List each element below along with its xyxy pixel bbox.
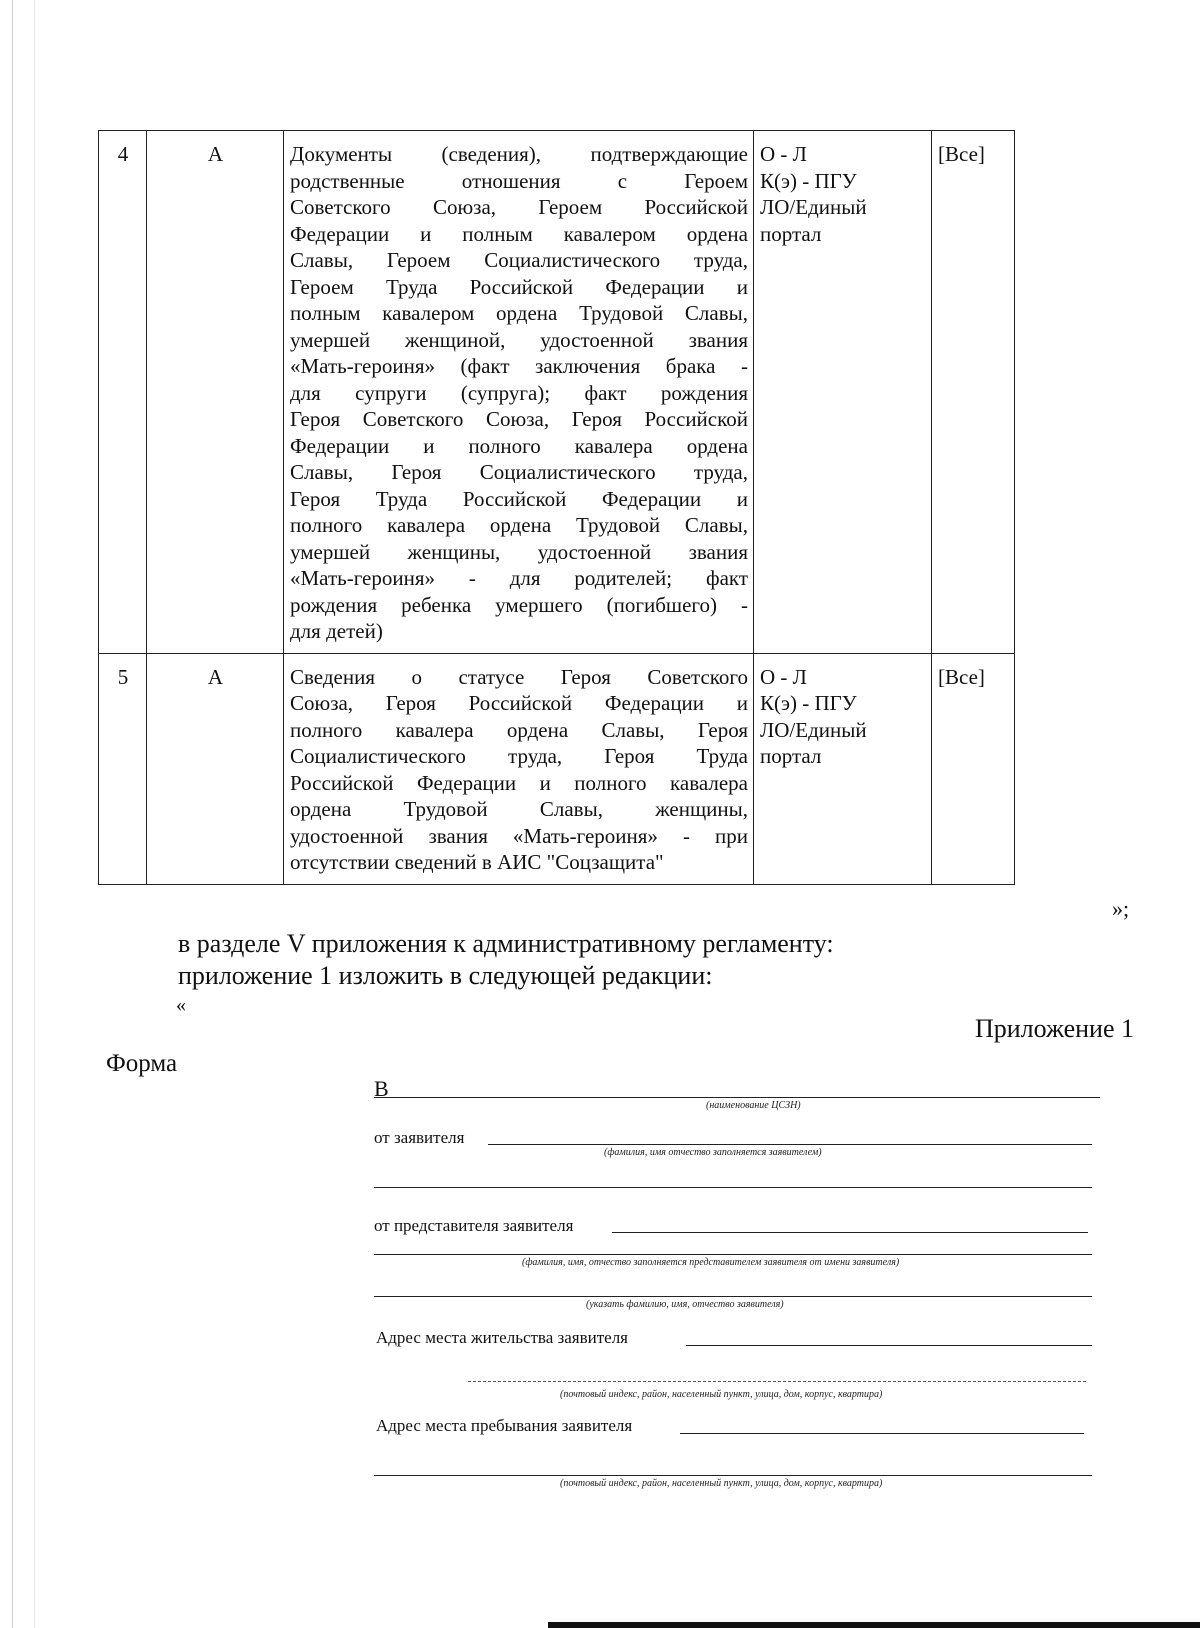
description-line: умершей женщины, удостоенной звания xyxy=(290,539,748,564)
description-line: Союза, Героя Российской Федерации и xyxy=(290,691,748,715)
row-category: А xyxy=(147,131,284,654)
description-line: «Мать-героиня» - для родителей; факт xyxy=(290,566,748,590)
row-description xyxy=(284,131,754,654)
applicant-label: от заявителя xyxy=(374,1128,465,1147)
applicant-name-field-2[interactable] xyxy=(374,1187,1092,1188)
row-applicants: [Все] xyxy=(932,131,1015,654)
representative-hint: (фамилия, имя, отчество заполняется представителем заявителя от имени заявителя) xyxy=(522,1257,900,1268)
description-line: для детей) xyxy=(290,619,383,643)
representative-label: от представителя заявителя xyxy=(374,1216,574,1235)
description-line: Героя Труда Российской Федерации и xyxy=(290,486,748,511)
channel-line: ЛО/Единый xyxy=(760,195,867,219)
row-applicants: [Все] xyxy=(932,653,1015,884)
row-category: А xyxy=(147,653,284,884)
closing-quote: »; xyxy=(1112,896,1130,921)
opening-quote: « xyxy=(176,994,186,1016)
description-line: Славы, Героем Социалистического труда, xyxy=(290,248,748,272)
appendix-label: Приложение 1 xyxy=(974,1014,1134,1043)
description-line: Сведения о статусе Героя Советского xyxy=(290,664,748,689)
residence-hint: (почтовый индекс, район, населенный пункт, улица, дом, корпус, квартира) xyxy=(560,1389,883,1400)
table-row xyxy=(99,131,1015,654)
channel-line: О - Л xyxy=(760,142,807,166)
description-line: Героем Труда Российской Федерации и xyxy=(290,274,748,299)
channel-line: К(э) - ПГУ xyxy=(760,168,857,193)
row-number: 4 xyxy=(99,131,147,654)
form-label: Форма xyxy=(106,1050,178,1077)
stay-address-field-2[interactable] xyxy=(374,1475,1092,1476)
description-line: ордена Трудовой Славы, женщины, xyxy=(290,797,748,821)
representative-name-field-2[interactable] xyxy=(374,1254,1092,1255)
amendment-line-1: в разделе V приложения к административному регламенту: xyxy=(178,929,834,958)
row-channels xyxy=(754,653,932,884)
residence-label: Адрес места жительства заявителя xyxy=(376,1328,629,1347)
stay-address-field[interactable] xyxy=(680,1433,1084,1434)
description-line: Социалистического труда, Героя Труда xyxy=(290,744,748,768)
description-line: полного кавалера ордена Славы, Героя xyxy=(290,717,748,742)
description-line: Федерации и полного кавалера ордена xyxy=(290,433,748,458)
description-line: умершей женщиной, удостоенной звания xyxy=(290,327,748,352)
scan-edge-line xyxy=(34,0,35,1628)
description-line: рождения ребенка умершего (погибшего) - xyxy=(290,592,748,617)
description-line: родственные отношения с Героем xyxy=(290,168,748,193)
row-description xyxy=(284,653,754,884)
description-line: Федерации и полным кавалером ордена xyxy=(290,221,748,246)
description-line: полным кавалером ордена Трудовой Славы, xyxy=(290,301,748,325)
description-line: «Мать-героиня» (факт заключения брака - xyxy=(290,354,748,378)
applicant-fio-hint: (указать фамилию, имя, отчество заявителя) xyxy=(586,1299,784,1310)
description-line: Российской Федерации и полного кавалера xyxy=(290,770,748,795)
channel-line: К(э) - ПГУ xyxy=(760,691,857,715)
stay-address-label: Адрес места пребывания заявителя xyxy=(376,1416,633,1435)
description-line: Славы, Героя Социалистического труда, xyxy=(290,460,748,484)
scan-bottom-bar xyxy=(548,1622,1200,1628)
description-line: Документы (сведения), подтверждающие xyxy=(290,142,748,166)
description-line: отсутствии сведений в АИС "Соцзащита" xyxy=(290,850,664,874)
row-number: 5 xyxy=(99,653,147,884)
channel-line: портал xyxy=(760,744,822,768)
channel-line: портал xyxy=(760,221,822,246)
description-line: Героя Советского Союза, Героя Российской xyxy=(290,407,748,431)
residence-field[interactable] xyxy=(686,1345,1092,1346)
channel-line: О - Л xyxy=(760,664,807,689)
representative-name-field[interactable] xyxy=(612,1232,1088,1233)
scan-edge-line xyxy=(12,0,13,1628)
description-line: удостоенной звания «Мать-героиня» - при xyxy=(290,823,748,848)
channel-line: ЛО/Единый xyxy=(760,717,867,742)
applicant-fio-field[interactable] xyxy=(374,1296,1092,1297)
documents-table xyxy=(98,130,1015,885)
applicant-hint: (фамилия, имя отчество заполняется заявителем) xyxy=(604,1147,822,1158)
table-row xyxy=(99,653,1015,884)
addressee-hint: (наименование ЦСЗН) xyxy=(706,1100,801,1111)
amendment-line-2: приложение 1 изложить в следующей редакции: xyxy=(178,961,713,990)
applicant-name-field[interactable] xyxy=(488,1144,1092,1145)
addressee-label: В xyxy=(374,1076,389,1101)
description-line: полного кавалера ордена Трудовой Славы, xyxy=(290,513,748,537)
addressee-field[interactable] xyxy=(374,1097,1100,1098)
stay-address-hint: (почтовый индекс, район, населенный пункт, улица, дом, корпус, квартира) xyxy=(560,1478,883,1489)
row-channels xyxy=(754,131,932,654)
residence-field-2[interactable] xyxy=(468,1381,1086,1382)
description-line: для супруги (супруга); факт рождения xyxy=(290,380,748,405)
description-line: Советского Союза, Героем Российской xyxy=(290,195,748,219)
